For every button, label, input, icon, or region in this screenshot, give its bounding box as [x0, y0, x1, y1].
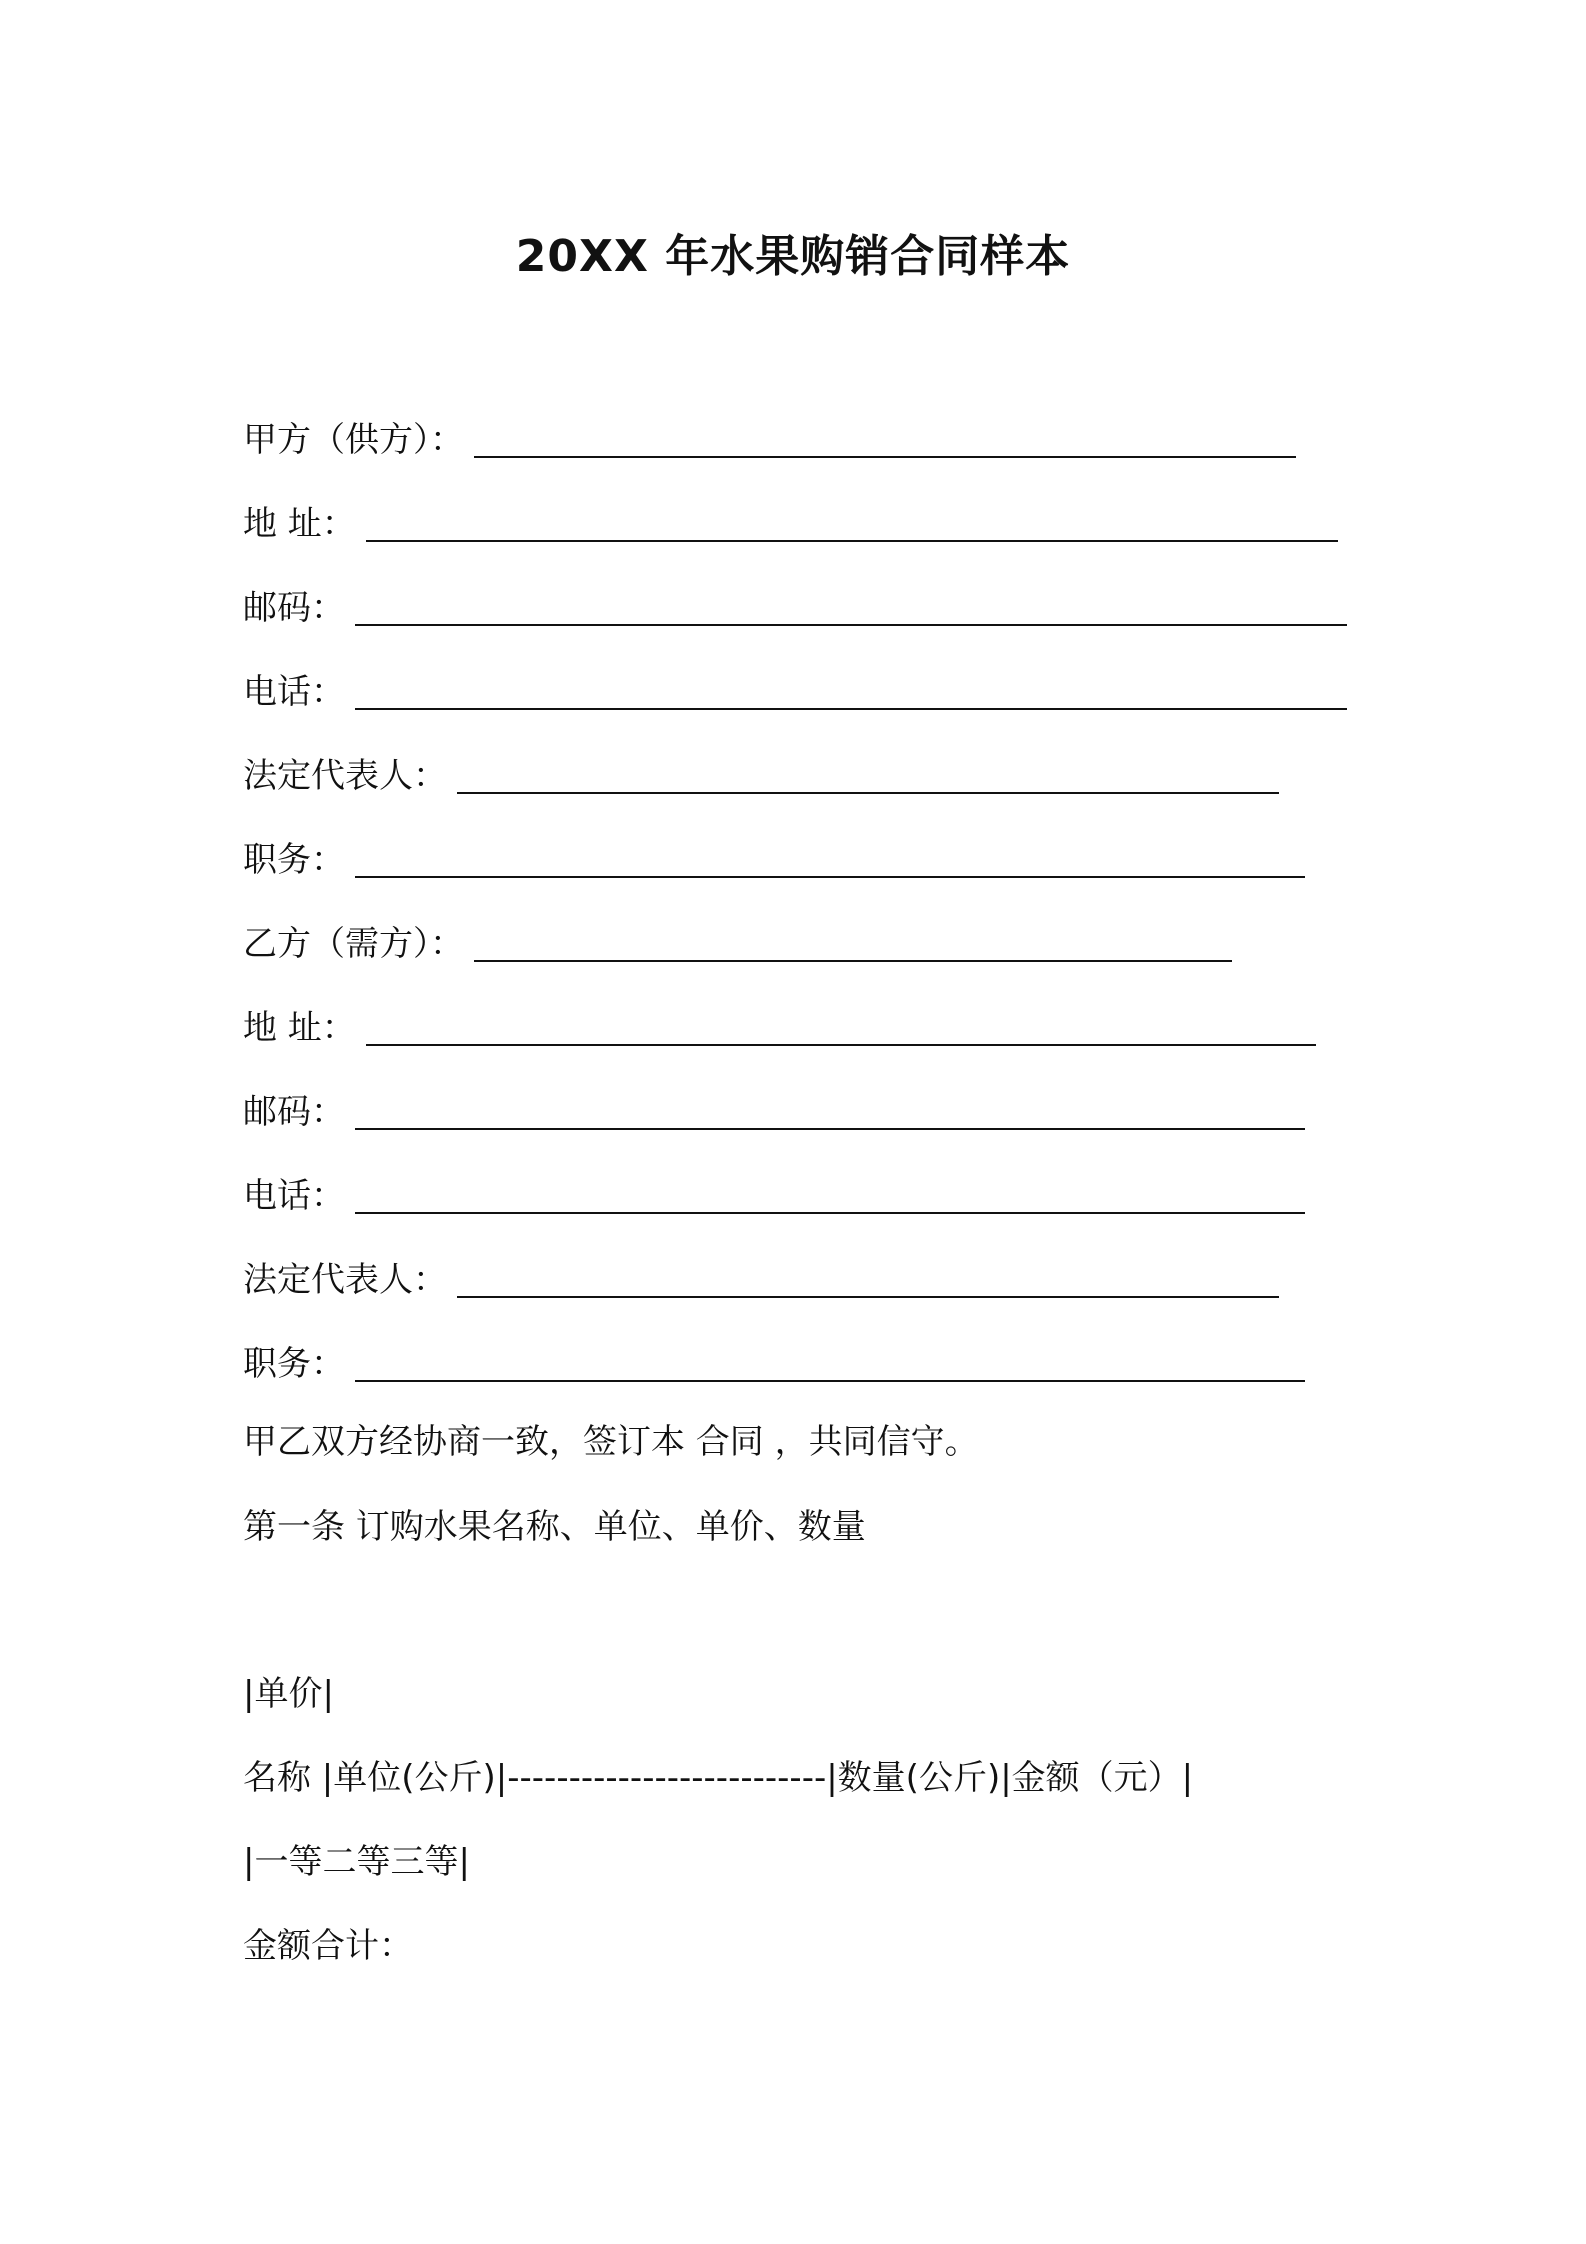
party-a-address-label: 地 址： [243, 504, 356, 544]
party-a-legal-rep-blank[interactable] [457, 762, 1279, 794]
party-a-name-blank[interactable] [474, 426, 1296, 458]
party-a-phone-blank[interactable] [355, 678, 1347, 710]
party-a-position-field [243, 838, 1305, 882]
party-b-name-label: 乙方（需方）： [243, 924, 464, 964]
party-b-position-blank[interactable] [355, 1350, 1305, 1382]
agreement-statement: 甲乙双方经协商一致，签订本 合同 ，共同信守。 [243, 1422, 979, 1462]
party-b-phone-label: 电话： [243, 1176, 345, 1216]
party-b-legal-rep-label: 法定代表人： [243, 1260, 447, 1300]
party-a-address-blank[interactable] [366, 510, 1338, 542]
article-1-heading: 第一条 订购水果名称、单位、单价、数量 [243, 1507, 866, 1547]
party-b-legal-rep-field [243, 1258, 1279, 1302]
party-b-postcode-blank[interactable] [355, 1098, 1305, 1130]
party-b-legal-rep-blank[interactable] [457, 1266, 1279, 1298]
document-title: 20XX 年水果购销合同样本 [515, 231, 1071, 282]
party-a-legal-rep-label: 法定代表人： [243, 756, 447, 796]
party-a-postcode-blank[interactable] [355, 594, 1347, 626]
party-a-name-label: 甲方（供方）： [243, 420, 464, 460]
party-a-postcode-label: 邮码： [243, 588, 345, 628]
table-header-row-1: |单价| [243, 1674, 334, 1714]
total-amount-label: 金额合计： [243, 1926, 413, 1966]
table-header-row-3: |一等二等三等| [243, 1842, 470, 1882]
party-a-address-field [243, 502, 1338, 546]
party-b-position-label: 职务： [243, 1344, 345, 1384]
party-b-name-field [243, 922, 1232, 966]
party-a-position-blank[interactable] [355, 846, 1305, 878]
party-b-phone-blank[interactable] [355, 1182, 1305, 1214]
party-a-phone-label: 电话： [243, 672, 345, 712]
party-b-position-field [243, 1342, 1305, 1386]
party-b-address-blank[interactable] [366, 1014, 1316, 1046]
party-a-position-label: 职务： [243, 840, 345, 880]
party-b-postcode-label: 邮码： [243, 1092, 345, 1132]
party-a-name-field [243, 418, 1296, 462]
party-a-phone-field [243, 670, 1347, 714]
party-b-phone-field [243, 1174, 1305, 1218]
party-a-postcode-field [243, 586, 1347, 630]
party-b-name-blank[interactable] [474, 930, 1232, 962]
party-b-address-label: 地 址： [243, 1008, 356, 1048]
party-b-postcode-field [243, 1090, 1305, 1134]
table-header-row-2: 名称 |单位(公斤)|--------------------------|数量(公斤)|金额（元）| [243, 1758, 1194, 1798]
party-a-legal-rep-field [243, 754, 1279, 798]
party-b-address-field [243, 1006, 1316, 1050]
